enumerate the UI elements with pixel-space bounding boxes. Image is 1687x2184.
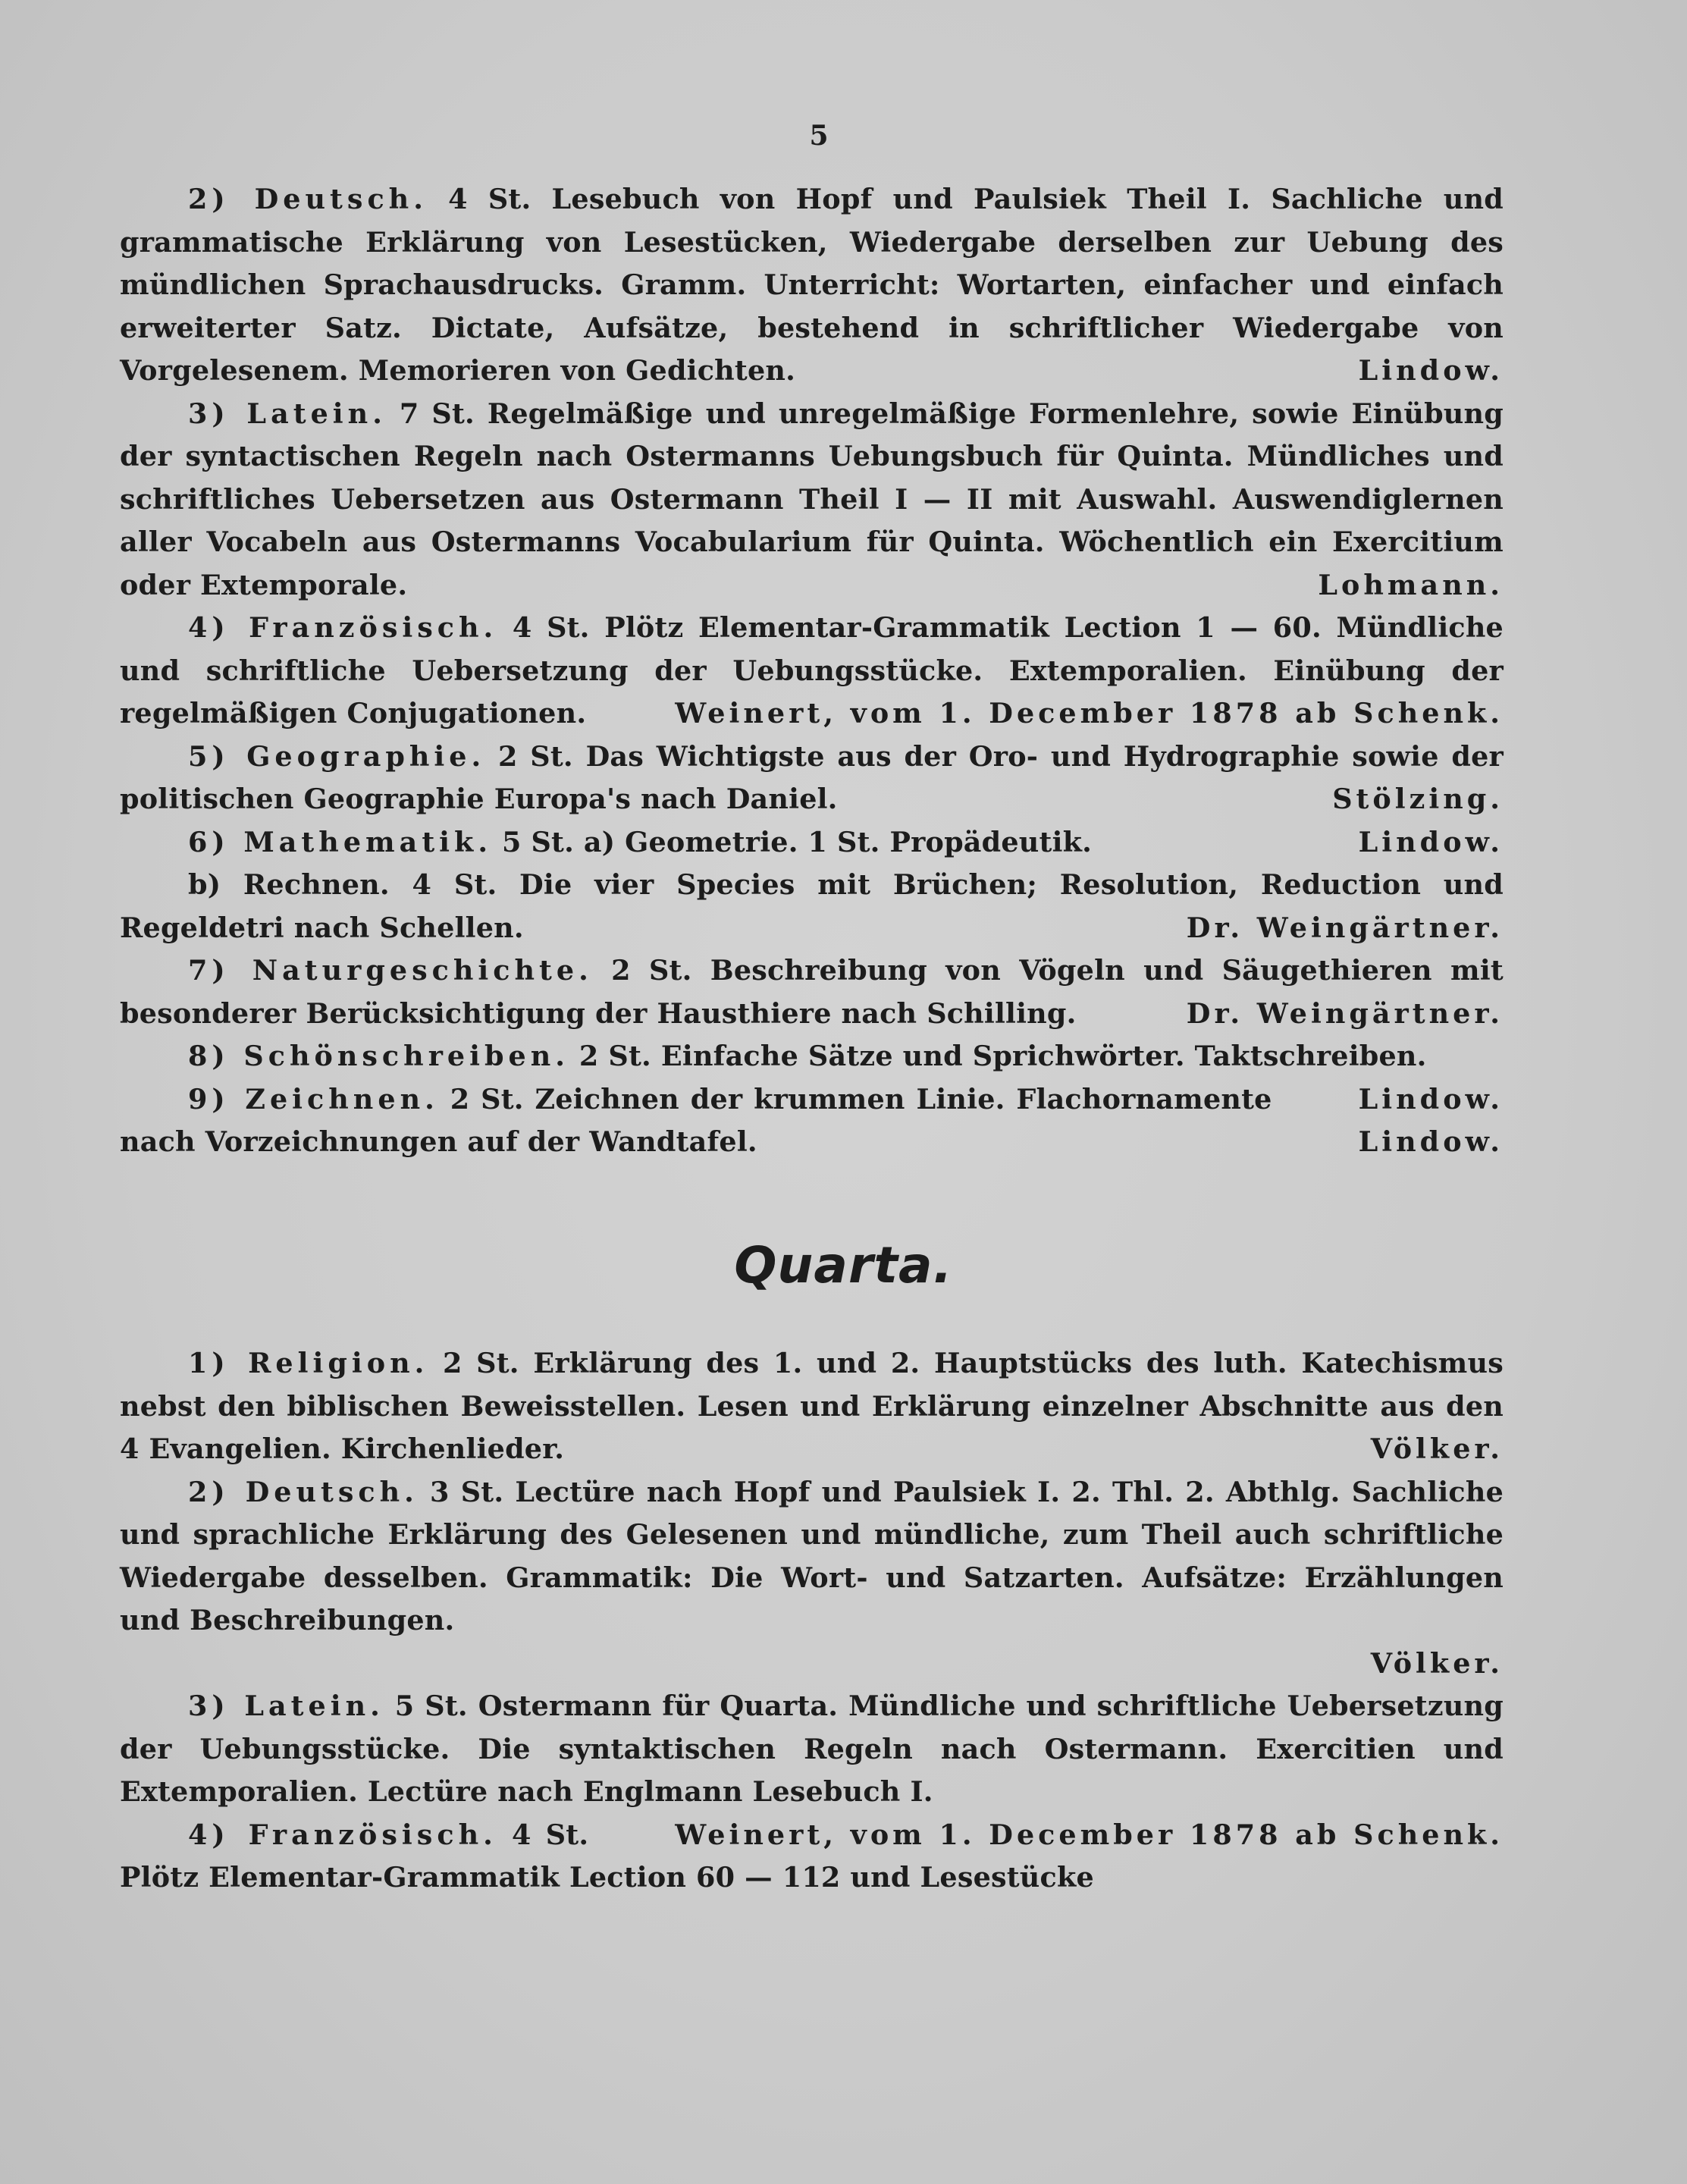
quarta-deutsch-entry — [120, 1471, 1504, 1643]
quinta-curriculum — [120, 178, 1504, 1164]
subject-label: 4) Französisch. — [188, 611, 498, 644]
subject-label: 3) Latein. — [188, 1690, 384, 1722]
quinta-rechnen-entry — [120, 864, 1504, 949]
teacher-name: Stölzing. — [1332, 783, 1504, 815]
teacher-name: Dr. Weingärtner. — [1186, 911, 1504, 944]
entry-text: b) Rechnen. 4 St. Die vier Species mit Brüchen; Resolution, Reduction und Regeldetri nach Schellen. — [120, 868, 1504, 944]
entry-text: 4 St. Plötz Elementar-Grammatik Lection 60 — 112 und Lesestücke — [120, 1818, 1094, 1894]
subject-label: 8) Schönschreiben. — [188, 1040, 569, 1072]
teacher-name: Weinert, vom 1. December 1878 ab Schenk. — [675, 1818, 1504, 1851]
teacher-name: Völker. — [1370, 1646, 1504, 1680]
entry-text: 2 St. Beschreibung von Vögeln und Säugethieren mit besonderer Berücksichtigung der Hausthiere nach Schilling. — [120, 954, 1504, 1030]
teacher-name: Lindow. — [1358, 354, 1504, 387]
quinta-deutsch-entry — [120, 178, 1504, 393]
subject-label: 2) Deutsch. — [188, 183, 428, 215]
quinta-franzoesisch-entry — [120, 607, 1504, 736]
entry-text: 3 St. Lectüre nach Hopf und Paulsiek I. 2. Thl. 2. Abthlg. Sachliche und sprachliche Erklärung des Gelesenen und mündliche, zum Theil auch schriftliche Wiedergabe desselben. Grammatik: Die Wort- und Satzarten. Aufsätze: Erzählungen und Beschreibungen. — [120, 1475, 1504, 1636]
subject-label: 1) Religion. — [188, 1347, 429, 1379]
entry-text: 4 St. Plötz Elementar-Grammatik Lection 1 — 60. Mündliche und schriftliche Uebersetzung der Uebungsstücke. Extemporalien. Einübung der regelmäßigen Conjugationen. — [120, 611, 1504, 730]
entry-text: 2 St. Einfache Sätze und Sprichwörter. Taktschreiben. — [579, 1040, 1427, 1072]
quinta-naturgeschichte-entry — [120, 949, 1504, 1035]
subject-label: 2) Deutsch. — [188, 1475, 419, 1508]
teacher-name: Dr. Weingärtner. — [1186, 996, 1504, 1030]
quarta-religion-entry — [120, 1342, 1504, 1471]
quinta-geographie-entry — [120, 736, 1504, 821]
quinta-mathematik-entry — [120, 821, 1504, 864]
subject-label: 4) Französisch. — [188, 1818, 497, 1851]
quinta-latein-entry — [120, 393, 1504, 607]
subject-label: 5) Geographie. — [188, 739, 486, 773]
entry-text: 5 St. a) Geometrie. 1 St. Propädeutik. — [501, 825, 1093, 858]
entry-text: 7 St. Regelmäßige und unregelmäßige Formenlehre, sowie Einübung der syntactischen Regeln nach Ostermanns Uebungsbuch für Quinta. Mündliches und schriftliches Uebersetzen aus Ostermann Theil I — II mit Auswahl. Auswendiglernen aller Vocabeln aus Ostermanns Vocabularium für Quinta. Wöchentlich ein Exercitium oder Extemporale. — [120, 397, 1504, 601]
subject-label: 7) Naturgeschichte. — [188, 954, 593, 987]
entry-text: 2 St. Das Wichtigste aus der Oro- und Hydrographie sowie der politischen Geographie Europa's nach Daniel. — [120, 739, 1504, 815]
entry-text: 2 St. Erklärung des 1. und 2. Hauptstücks des luth. Katechismus nebst den biblischen Beweisstellen. Lesen und Erklärung einzelner Abschnitte aus den 4 Evangelien. Kirchenlieder. — [120, 1347, 1504, 1465]
teacher-name: Lindow. — [1358, 1125, 1504, 1158]
teacher-name: Lindow. — [1358, 825, 1504, 858]
entry-text: 2 St. Zeichnen der krummen Linie. Flachornamente nach Vorzeichnungen auf der Wandtafel. — [120, 1082, 1272, 1158]
section-title-quarta: Quarta. — [734, 1236, 953, 1294]
teacher-name: Lohmann. — [1318, 568, 1504, 601]
entry-text: 4 St. Lesebuch von Hopf und Paulsiek Theil I. Sachliche und grammatische Erklärung von Lesestücken, Wiedergabe derselben zur Uebung des mündlichen Sprachausdrucks. Gramm. Unterricht: Wortarten, einfacher und einfach erweiterter Satz. Dictate, Aufsätze, bestehend in schriftlicher Wiedergabe von Vorgelesenem. Memorieren von Gedichten. — [120, 183, 1504, 387]
teacher-name: Weinert, vom 1. December 1878 ab Schenk. — [675, 697, 1504, 730]
quarta-curriculum — [120, 1342, 1504, 1900]
teacher-name: Völker. — [1370, 1432, 1504, 1465]
page-number: 5 — [809, 120, 829, 152]
subject-label: 3) Latein. — [188, 397, 387, 430]
teacher-name: Lindow. — [1358, 1082, 1504, 1116]
subject-label: 9) Zeichnen. — [188, 1082, 439, 1116]
entry-text: 5 St. Ostermann für Quarta. Mündliche und schriftliche Uebersetzung der Uebungsstücke. Die syntaktischen Regeln nach Ostermann. Exercitien und Extemporalien. Lectüre nach Englmann Lesebuch I. — [120, 1690, 1504, 1808]
subject-label: 6) Mathematik. — [188, 825, 493, 858]
